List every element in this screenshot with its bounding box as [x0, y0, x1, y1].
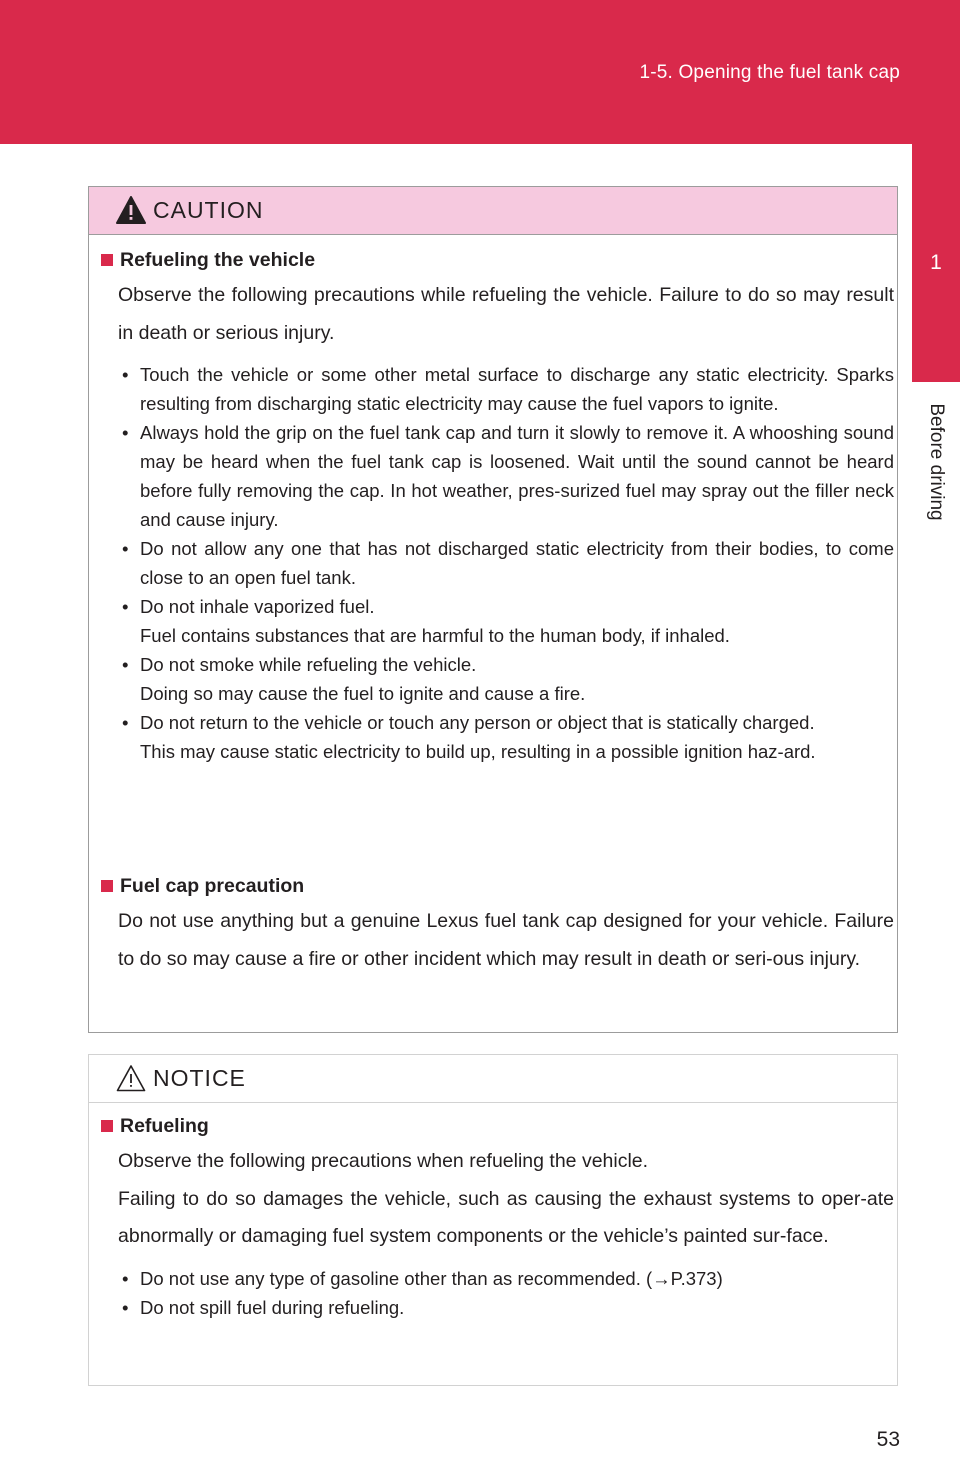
- precaution-list: [118, 360, 894, 766]
- chapter-number: 1: [930, 251, 942, 274]
- section-intro: Observe the following precautions while refueling the vehicle. Failure to do so may result in death or serious injury.: [118, 284, 894, 344]
- section-title: 1-5. Opening the fuel tank cap: [639, 62, 900, 83]
- list-item: • Do not use any type of gasoline other than as recommended. (→P.373): [122, 1267, 723, 1289]
- notice-title: NOTICE: [153, 1065, 246, 1091]
- list-item: • Touch the vehicle or some other metal surface to discharge any static electricity. Sparks resulting from discharging static electricity may cause the fuel vapors to ignite.: [122, 364, 894, 414]
- section-intro: Observe the following precautions when refueling the vehicle. Failing to do so damages the vehicle, such as causing the exhaust systems to oper-ate abnormally or damaging fuel system components or the vehicle’s painted sur-face.: [118, 1150, 894, 1247]
- square-bullet-icon: [101, 1120, 113, 1132]
- precaution-list: [118, 1264, 894, 1322]
- refueling-section: [99, 247, 894, 766]
- notice-header: [89, 1055, 897, 1103]
- fuel-cap-section: [99, 873, 894, 978]
- list-item: • Do not return to the vehicle or touch any person or object that is statically charged. This may cause static electricity to build up, resulting in a possible ignition haz-ard.: [122, 712, 816, 762]
- section-heading: Refueling the vehicle: [99, 247, 894, 273]
- notice-box: [88, 1054, 898, 1386]
- list-item: • Do not spill fuel during refueling.: [122, 1296, 405, 1318]
- caution-header: [89, 187, 897, 235]
- header-band: [0, 0, 960, 144]
- square-bullet-icon: [101, 254, 113, 266]
- page-number: 53: [876, 1428, 900, 1451]
- chapter-tab: [912, 144, 960, 382]
- caution-title: CAUTION: [153, 197, 264, 223]
- section-intro: Do not use anything but a genuine Lexus fuel tank cap designed for your vehicle. Failure to do so may cause a fire or other incident which may result in death or seri-ous injury.: [118, 910, 894, 970]
- chapter-label: Before driving: [926, 403, 947, 521]
- list-item: • Do not smoke while refueling the vehicle. Doing so may cause the fuel to ignite and cause a fire.: [122, 654, 586, 704]
- list-item: • Do not allow any one that has not discharged static electricity from their bodies, to come close to an open fuel tank.: [122, 538, 894, 588]
- section-heading: Fuel cap precaution: [99, 873, 894, 899]
- warning-outline-icon: [115, 1063, 147, 1093]
- list-item: • Always hold the grip on the fuel tank cap and turn it slowly to remove it. A whooshing sound may be heard when the fuel tank cap is loosened. Wait until the sound cannot be heard before fully removing the cap. In hot weather, pres-surized fuel may spray out the filler neck and cause injury.: [122, 422, 894, 530]
- caution-box: [88, 186, 898, 1033]
- square-bullet-icon: [101, 880, 113, 892]
- list-item: • Do not inhale vaporized fuel. Fuel contains substances that are harmful to the human body, if inhaled.: [122, 596, 730, 646]
- section-heading: Refueling: [99, 1113, 894, 1139]
- notice-refueling-section: [99, 1113, 894, 1322]
- warning-icon: [115, 195, 147, 225]
